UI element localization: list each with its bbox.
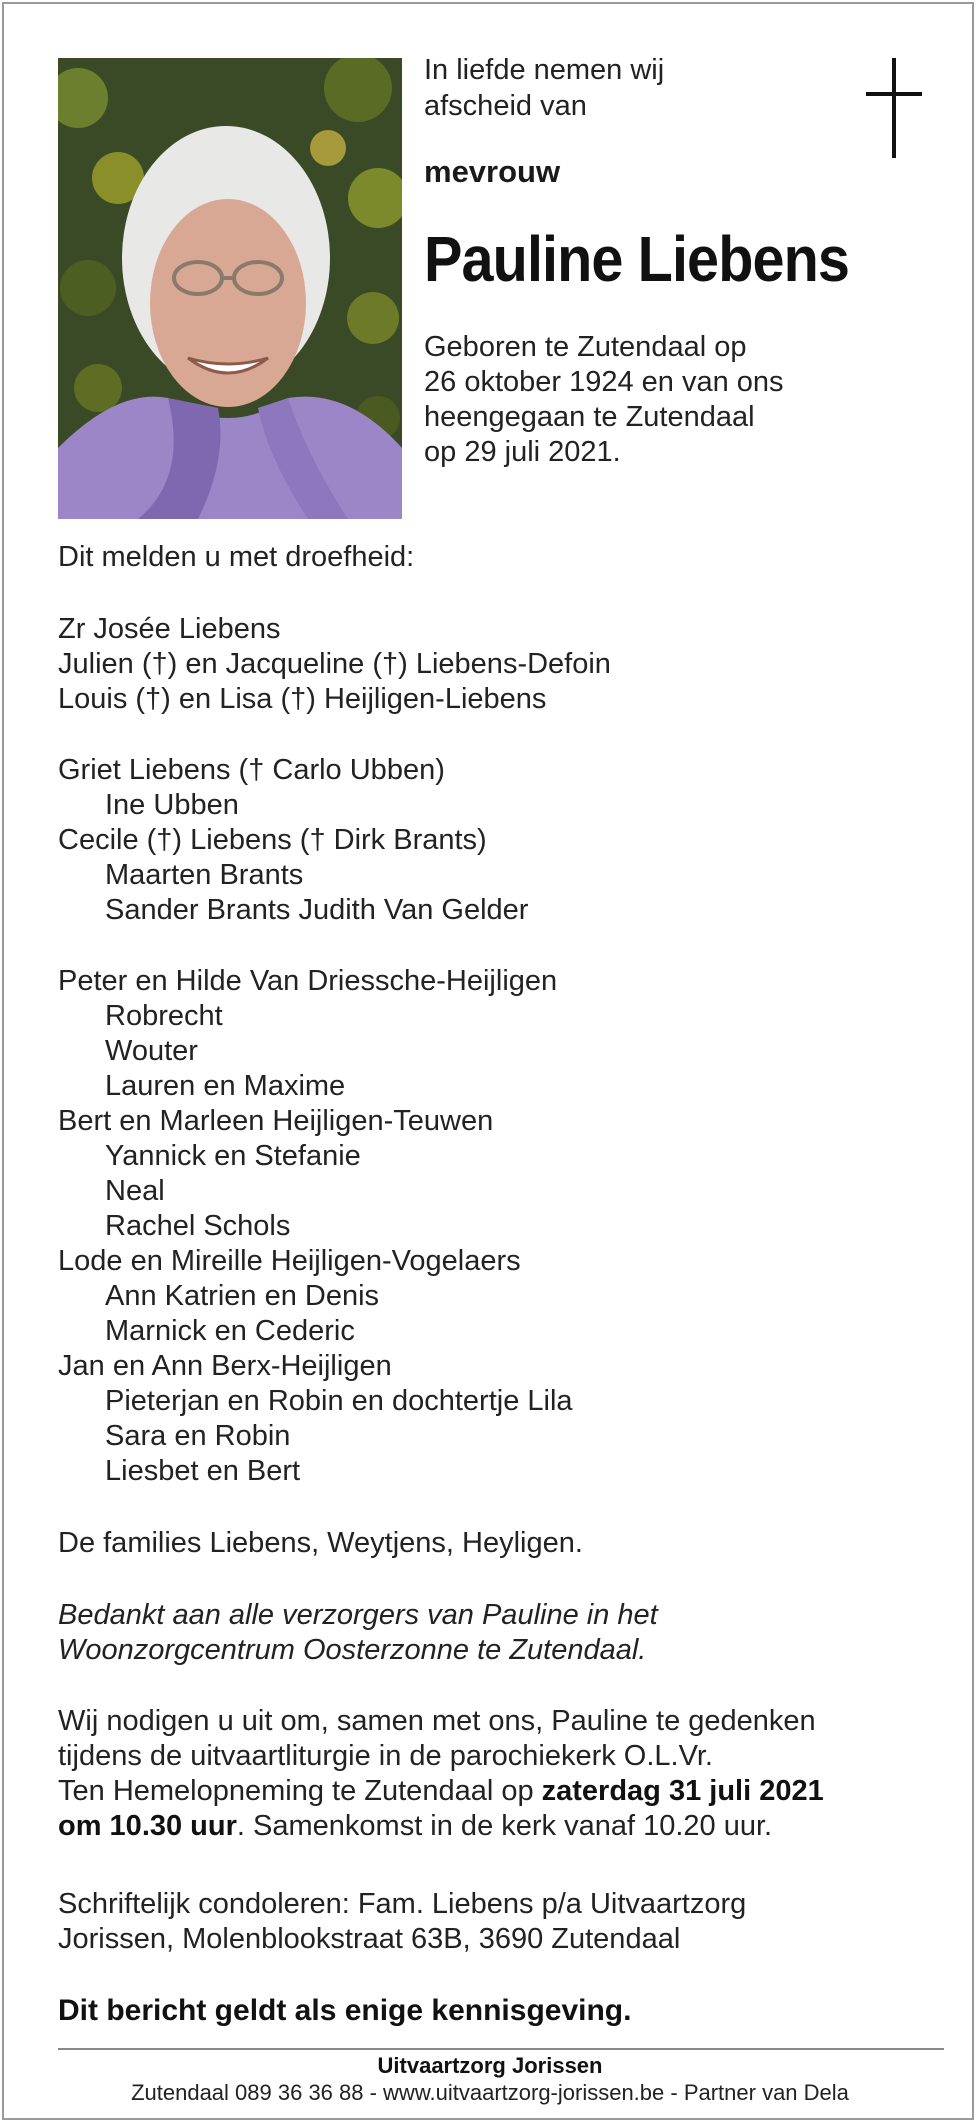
condolence-line: Jorissen, Molenblookstraat 63B, 3690 Zutendaal — [58, 1923, 681, 1955]
ceremony-line — [58, 1809, 824, 1844]
relatives-list — [58, 612, 611, 1489]
relative-entry: Griet Liebens († Carlo Ubben) — [58, 754, 445, 786]
intro-line: afscheid van — [424, 90, 587, 122]
ceremony-line: Wij nodigen u uit om, samen met ons, Pauline te gedenken — [58, 1705, 816, 1737]
relative-child: Maarten Brants — [105, 859, 304, 891]
relative-child: Marnick en Cederic — [105, 1315, 355, 1347]
ceremony-line: tijdens de uitvaartliturgie in de parochiekerk O.L.Vr. — [58, 1740, 713, 1772]
thanks-line: Woonzorgcentrum Oosterzonne te Zutendaal. — [58, 1634, 647, 1666]
thanks-message — [58, 1598, 658, 1668]
relative-child: Sander Brants Judith Van Gelder — [105, 894, 529, 926]
footer-divider — [58, 2048, 944, 2050]
dates-line: Geboren te Zutendaal op — [424, 331, 747, 363]
thanks-line: Bedankt aan alle verzorgers van Pauline in het — [58, 1599, 658, 1631]
honorific: mevrouw — [424, 154, 561, 189]
announcement: Dit melden u met droefheid: — [58, 541, 415, 573]
relative-child: Ine Ubben — [105, 789, 239, 821]
relative-entry: Louis (†) en Lisa (†) Heijligen-Liebens — [58, 683, 547, 715]
relative-entry: Julien (†) en Jacqueline (†) Liebens-Defoin — [58, 648, 611, 680]
relative-child: Liesbet en Bert — [105, 1455, 301, 1487]
relative-child: Pieterjan en Robin en dochtertje Lila — [105, 1385, 573, 1417]
ceremony-line — [58, 1774, 824, 1809]
relative-child: Yannick en Stefanie — [105, 1140, 361, 1172]
ceremony-info — [58, 1704, 824, 1844]
relative-child: Ann Katrien en Denis — [105, 1280, 380, 1312]
condolence-address — [58, 1887, 746, 1957]
relative-child: Sara en Robin — [105, 1420, 291, 1452]
relative-child: Robrecht — [105, 1000, 223, 1032]
relative-child: Neal — [105, 1175, 165, 1207]
condolence-line: Schriftelijk condoleren: Fam. Liebens p/a Uitvaartzorg — [58, 1888, 747, 1920]
funeral-home-info: Zutendaal 089 36 36 88 - www.uitvaartzorg-jorissen.be - Partner van Dela — [131, 2080, 849, 2105]
ceremony-date: zaterdag 31 juli 2021 — [541, 1775, 824, 1807]
ceremony-text: . Samenkomst in de kerk vanaf 10.20 uur. — [236, 1810, 773, 1842]
dates-line: op 29 juli 2021. — [424, 436, 621, 468]
relative-entry: Bert en Marleen Heijligen-Teuwen — [58, 1105, 494, 1137]
relative-entry: Zr Josée Liebens — [58, 613, 281, 645]
relative-entry: Jan en Ann Berx-Heijligen — [58, 1350, 392, 1382]
relative-entry: Lode en Mireille Heijligen-Vogelaers — [58, 1245, 521, 1277]
relative-entry: Cecile (†) Liebens († Dirk Brants) — [58, 824, 487, 856]
relative-child: Wouter — [105, 1035, 198, 1067]
deceased-name: Pauline Liebens — [424, 223, 850, 295]
relative-entry: Peter en Hilde Van Driessche-Heijligen — [58, 965, 558, 997]
ceremony-time: om 10.30 uur — [58, 1810, 237, 1842]
relative-child: Rachel Schols — [105, 1210, 291, 1242]
intro-text — [424, 52, 664, 124]
funeral-home-name: Uitvaartzorg Jorissen — [377, 2053, 603, 2078]
families-line: De families Liebens, Weytjens, Heyligen. — [58, 1527, 583, 1559]
notice-statement: Dit bericht geldt als enige kennisgeving. — [58, 1994, 632, 2027]
group-spacer — [58, 928, 611, 964]
portrait-photo — [58, 58, 402, 519]
dates-line: 26 oktober 1924 en van ons — [424, 366, 784, 398]
cross-icon — [866, 58, 922, 158]
birth-death-dates — [424, 330, 784, 470]
dates-line: heengegaan te Zutendaal — [424, 401, 755, 433]
intro-line: In liefde nemen wij — [424, 54, 665, 86]
ceremony-text: Ten Hemelopneming te Zutendaal op — [58, 1775, 542, 1807]
relative-child: Lauren en Maxime — [105, 1070, 346, 1102]
group-spacer — [58, 717, 611, 753]
